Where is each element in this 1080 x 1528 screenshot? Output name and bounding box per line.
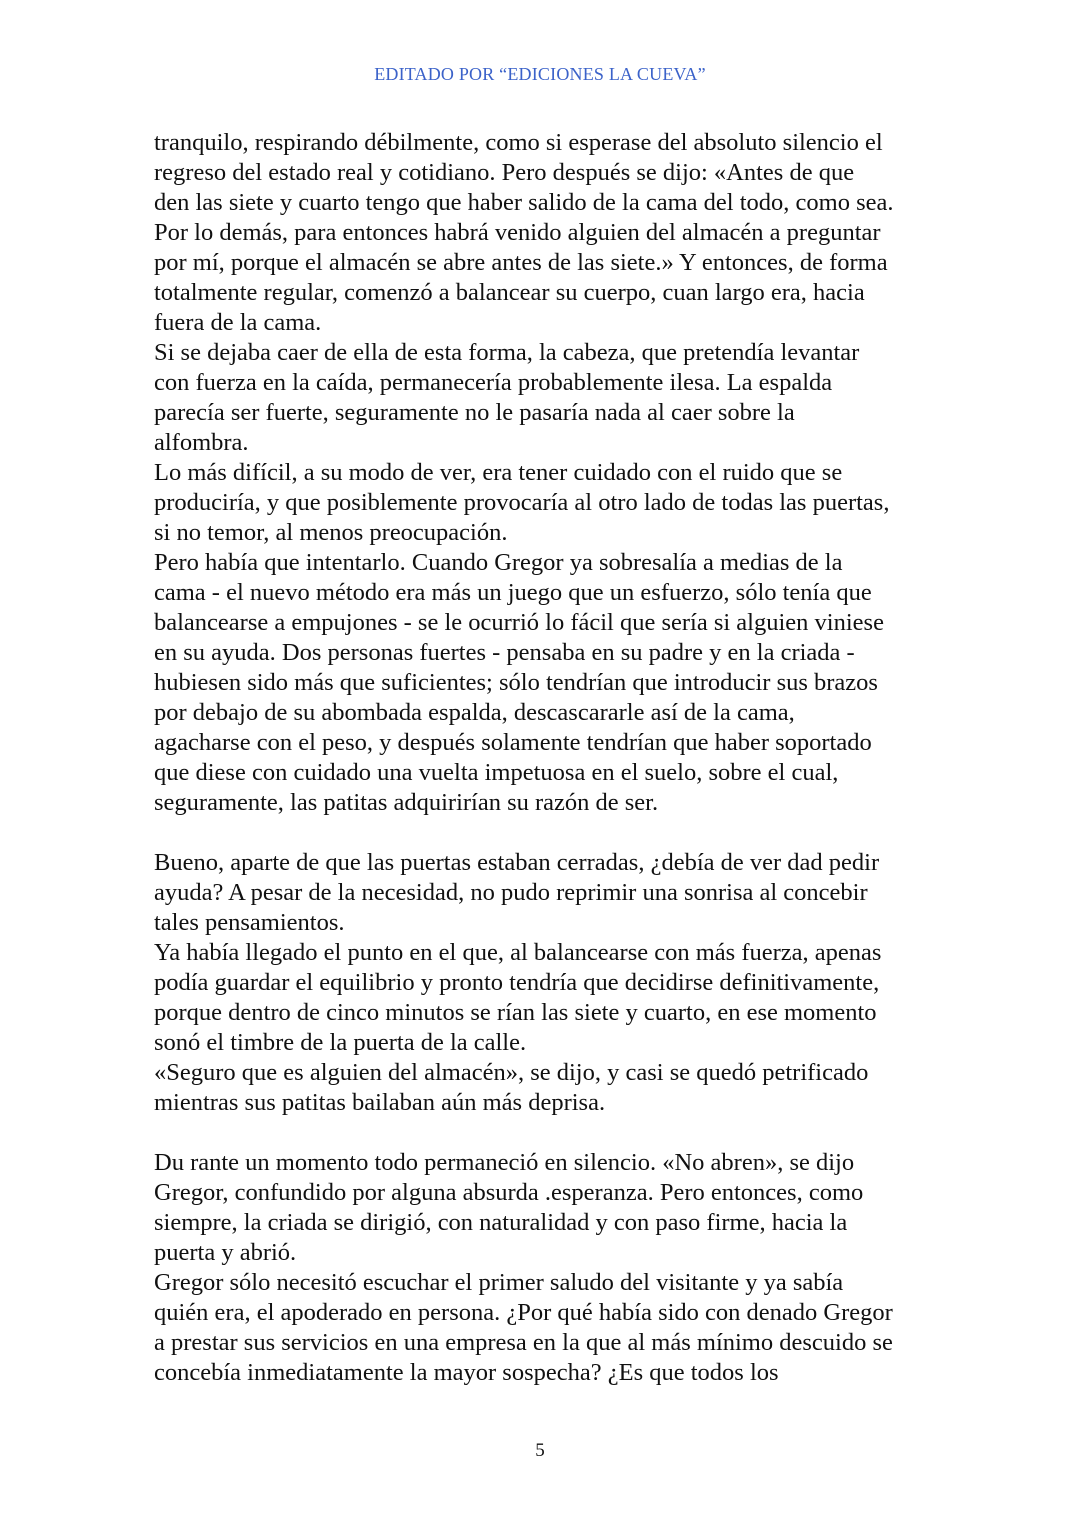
running-header: EDITADO POR “EDICIONES LA CUEVA” xyxy=(374,64,706,84)
paragraph xyxy=(154,938,944,1058)
text-line: balancearse a empujones - se le ocurrió lo fácil que sería si alguien viniese xyxy=(154,609,884,636)
text-line: seguramente, las patitas adquirirían su razón de ser. xyxy=(154,789,659,816)
text-line: porque dentro de cinco minutos se rían las siete y cuarto, en ese momento xyxy=(154,999,877,1026)
text-line: a prestar sus servicios en una empresa en la que al más mínimo descuido se xyxy=(154,1329,893,1356)
text-line: si no temor, al menos preocupación. xyxy=(154,519,508,546)
paragraph xyxy=(154,338,944,458)
text-line: por debajo de su abombada espalda, descascararle así de la cama, xyxy=(154,699,795,726)
paragraph xyxy=(154,128,944,338)
paragraph xyxy=(154,1148,944,1268)
text-line: Por lo demás, para entonces habrá venido alguien del almacén a preguntar xyxy=(154,219,881,246)
paragraph xyxy=(154,548,944,818)
text-line: Bueno, aparte de que las puertas estaban cerradas, ¿debía de ver dad pedir xyxy=(154,849,880,876)
text-line: den las siete y cuarto tengo que haber salido de la cama del todo, como sea. xyxy=(154,189,894,216)
paragraph xyxy=(154,458,944,548)
text-line: mientras sus patitas bailaban aún más deprisa. xyxy=(154,1089,606,1116)
text-line: produciría, y que posiblemente provocaría al otro lado de todas las puertas, xyxy=(154,489,890,516)
text-line: Gregor, confundido por alguna absurda .esperanza. Pero entonces, como xyxy=(154,1179,864,1206)
text-line: concebía inmediatamente la mayor sospecha? ¿Es que todos los xyxy=(154,1359,779,1386)
text-line: con fuerza en la caída, permanecería probablemente ilesa. La espalda xyxy=(154,369,833,396)
text-line: en su ayuda. Dos personas fuertes - pensaba en su padre y en la criada - xyxy=(154,639,855,666)
text-line: Ya había llegado el punto en el que, al balancearse con más fuerza, apenas xyxy=(154,939,882,966)
paragraph xyxy=(154,1268,944,1388)
paragraph xyxy=(154,848,944,938)
text-line: agacharse con el peso, y después solamente tendrían que haber soportado xyxy=(154,729,872,756)
text-line: sonó el timbre de la puerta de la calle. xyxy=(154,1029,527,1056)
text-line: tranquilo, respirando débilmente, como si esperase del absoluto silencio el xyxy=(154,129,883,156)
paragraph-gap xyxy=(154,818,944,848)
text-line: quién era, el apoderado en persona. ¿Por qué había sido con denado Gregor xyxy=(154,1299,893,1326)
paragraph-gap xyxy=(154,1118,944,1148)
text-line: podía guardar el equilibrio y pronto tendría que decidirse definitivamente, xyxy=(154,969,880,996)
text-line: Du rante un momento todo permaneció en silencio. «No abren», se dijo xyxy=(154,1149,855,1176)
text-line: hubiesen sido más que suficientes; sólo tendrían que introducir sus brazos xyxy=(154,669,878,696)
text-line: totalmente regular, comenzó a balancear su cuerpo, cuan largo era, hacia xyxy=(154,279,865,306)
text-line: alfombra. xyxy=(154,429,249,456)
page-body xyxy=(154,128,944,1388)
text-line: siempre, la criada se dirigió, con naturalidad y con paso firme, hacia la xyxy=(154,1209,848,1236)
text-line: Gregor sólo necesitó escuchar el primer saludo del visitante y ya sabía xyxy=(154,1269,844,1296)
text-line: Pero había que intentarlo. Cuando Gregor ya sobresalía a medias de la xyxy=(154,549,843,576)
text-line: fuera de la cama. xyxy=(154,309,322,336)
text-line: Si se dejaba caer de ella de esta forma, la cabeza, que pretendía levantar xyxy=(154,339,860,366)
text-line: que diese con cuidado una vuelta impetuosa en el suelo, sobre el cual, xyxy=(154,759,839,786)
text-line: «Seguro que es alguien del almacén», se dijo, y casi se quedó petrificado xyxy=(154,1059,869,1086)
text-line: parecía ser fuerte, seguramente no le pasaría nada al caer sobre la xyxy=(154,399,795,426)
text-line: puerta y abrió. xyxy=(154,1239,297,1266)
text-line: ayuda? A pesar de la necesidad, no pudo reprimir una sonrisa al concebir xyxy=(154,879,868,906)
paragraph xyxy=(154,1058,944,1118)
text-line: Lo más difícil, a su modo de ver, era tener cuidado con el ruido que se xyxy=(154,459,843,486)
text-line: por mí, porque el almacén se abre antes de las siete.» Y entonces, de forma xyxy=(154,249,888,276)
page-number: 5 xyxy=(535,1440,545,1461)
text-line: tales pensamientos. xyxy=(154,909,345,936)
text-line: cama - el nuevo método era más un juego que un esfuerzo, sólo tenía que xyxy=(154,579,872,606)
text-line: regreso del estado real y cotidiano. Pero después se dijo: «Antes de que xyxy=(154,159,855,186)
